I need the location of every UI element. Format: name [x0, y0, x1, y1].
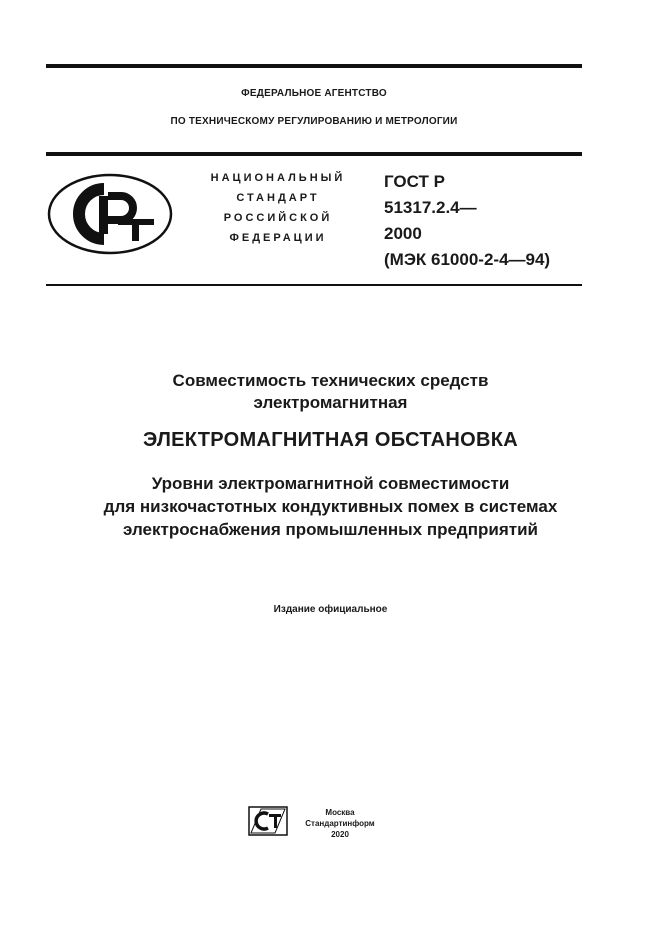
- publisher-name: Стандартинформ: [305, 819, 375, 828]
- top-rule: [46, 64, 582, 68]
- standard-divider: [46, 284, 582, 286]
- gost-designation-line-3: 2000: [384, 224, 422, 243]
- subtitle-line-2: для низкочастотных кондуктивных помех в системах: [103, 497, 558, 516]
- main-title: ЭЛЕКТРОМАГНИТНАЯ ОБСТАНОВКА: [143, 429, 518, 451]
- standartinform-logo-icon: [248, 806, 288, 836]
- subtitle-line-3: электроснабжения промышленных предприятий: [123, 520, 538, 539]
- gost-designation-line-2: 51317.2.4—: [384, 198, 477, 217]
- national-standard-line-4: ФЕДЕРАЦИИ: [229, 232, 327, 244]
- subtitle-line-1: Уровни электромагнитной совместимости: [151, 474, 510, 493]
- edition-label: Издание официальное: [273, 604, 388, 615]
- national-standard-line-2: СТАНДАРТ: [236, 192, 320, 204]
- gost-r-emblem-icon: [46, 172, 174, 256]
- national-standard-line-3: РОССИЙСКОЙ: [223, 212, 333, 224]
- gost-designation-line-4: (МЭК 61000-2-4—94): [384, 250, 551, 269]
- header-divider: [46, 152, 582, 156]
- title-line-1: Совместимость технических средств: [172, 371, 489, 390]
- gost-designation-line-1: ГОСТ Р: [384, 172, 445, 191]
- agency-line-2: ПО ТЕХНИЧЕСКОМУ РЕГУЛИРОВАНИЮ И МЕТРОЛОГИИ: [170, 116, 458, 127]
- title-line-2: электромагнитная: [253, 393, 408, 412]
- national-standard-line-1: НАЦИОНАЛЬНЫЙ: [210, 172, 346, 184]
- agency-line-1: ФЕДЕРАЛЬНОЕ АГЕНТСТВО: [241, 88, 387, 99]
- publisher-city: Москва: [325, 808, 355, 817]
- publisher-year: 2020: [331, 830, 349, 839]
